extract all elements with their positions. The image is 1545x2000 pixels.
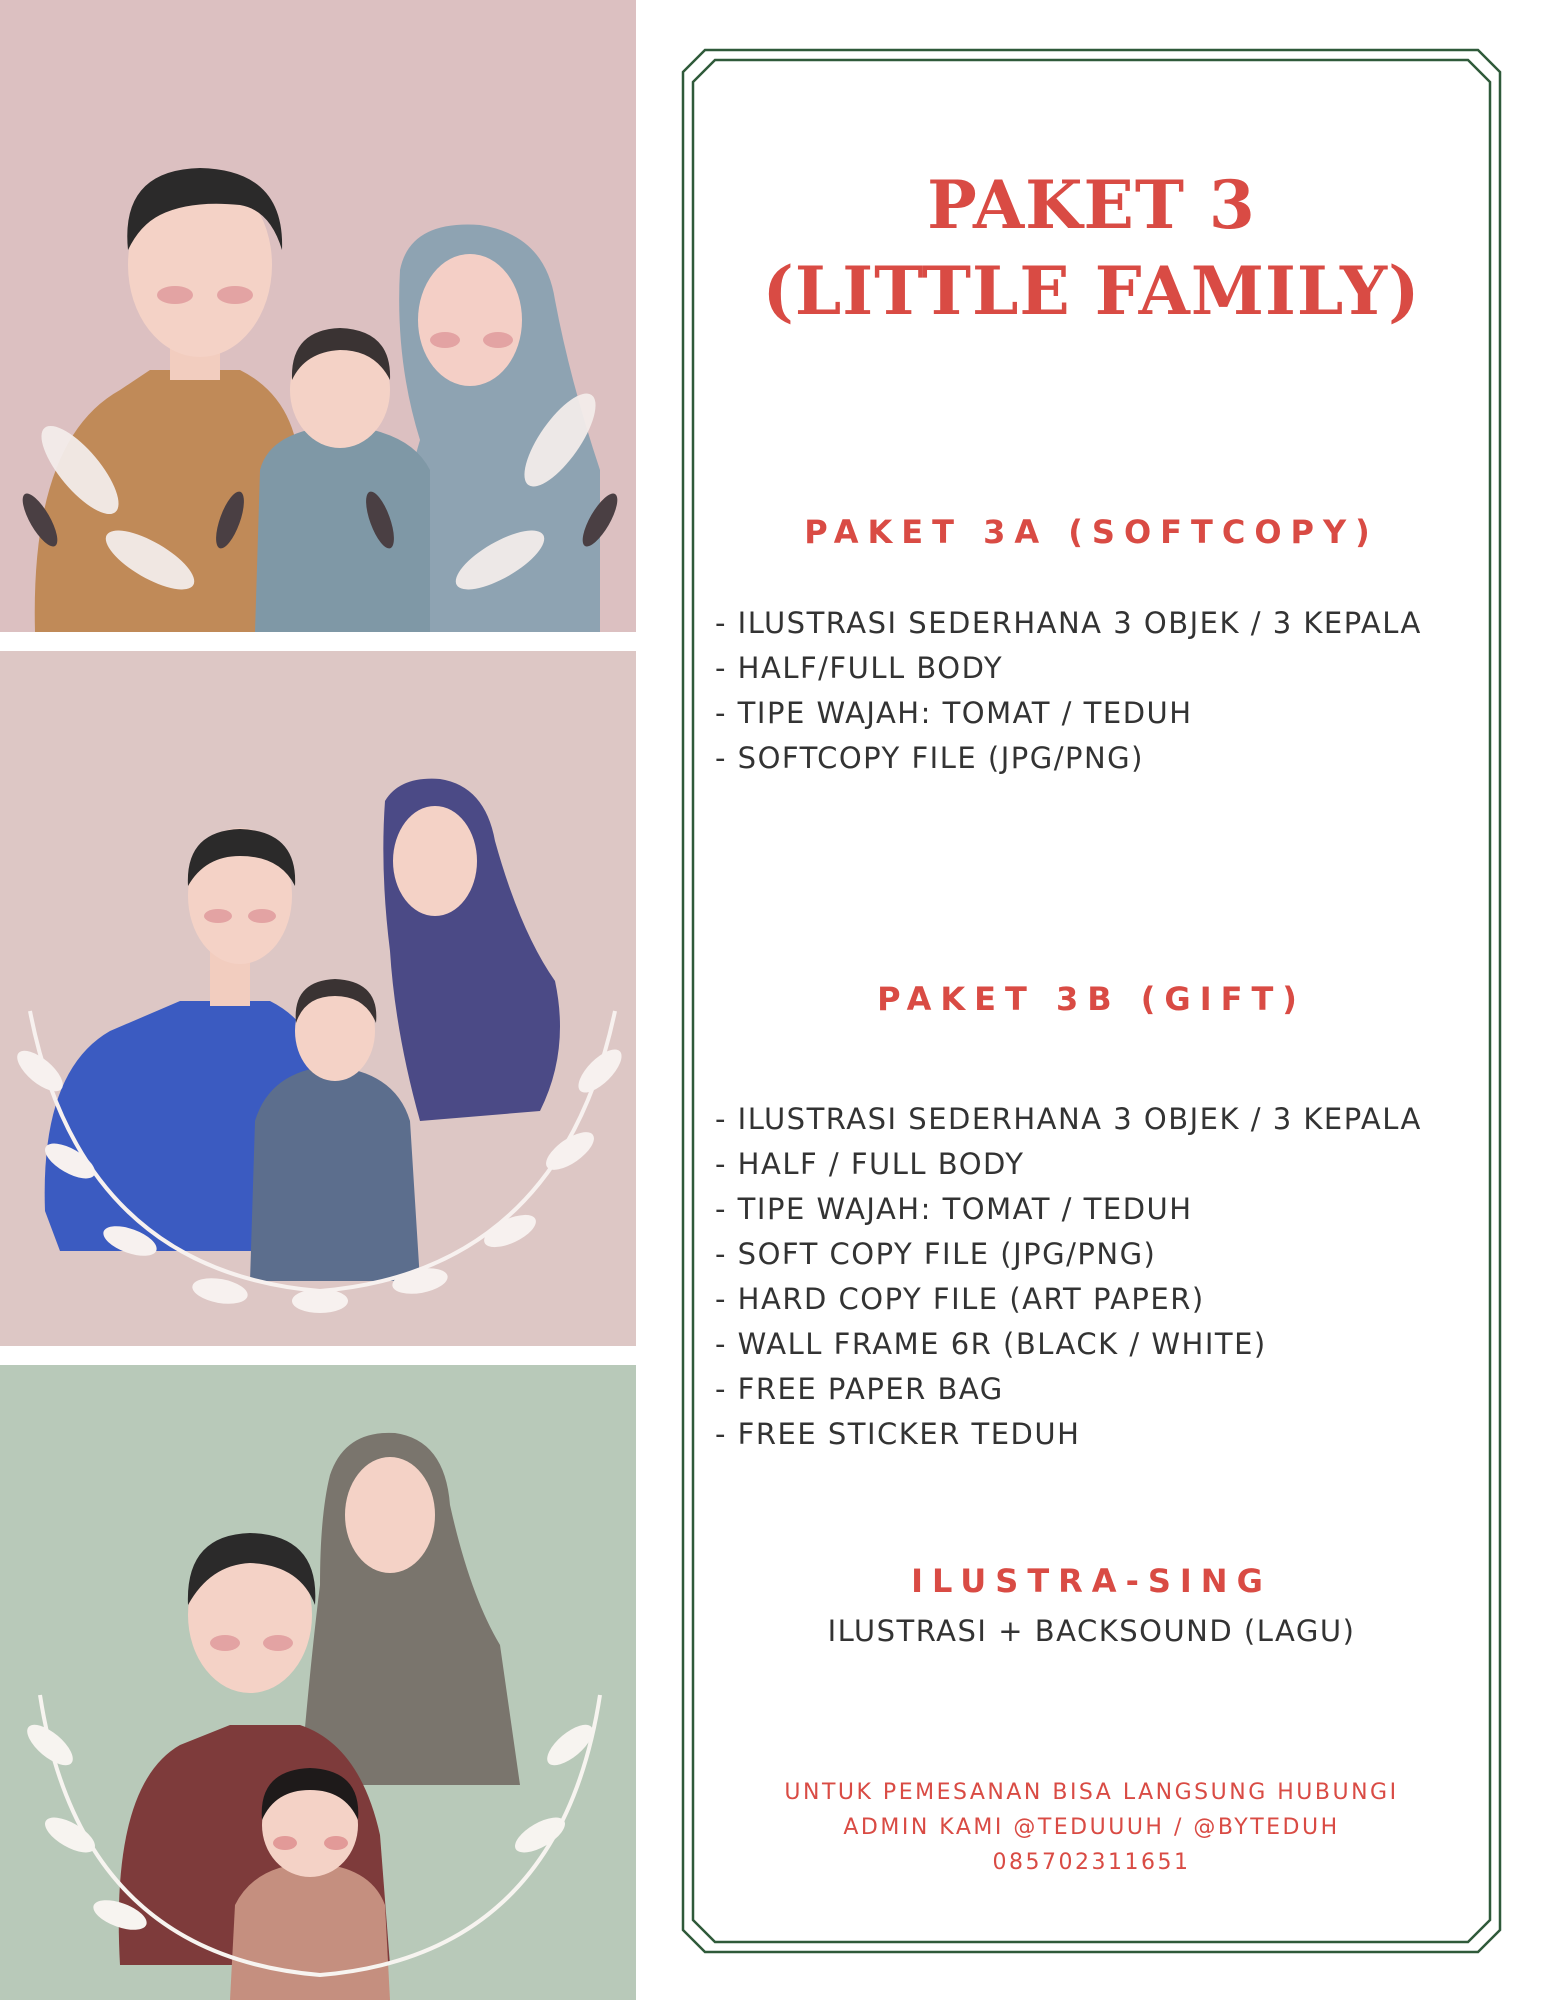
list-item: - WALL FRAME 6R (BLACK / WHITE) <box>715 1327 1267 1361</box>
list-item: - SOFT COPY FILE (JPG/PNG) <box>715 1237 1157 1271</box>
list-item: - ILUSTRASI SEDERHANA 3 OBJEK / 3 KEPALA <box>715 1102 1422 1136</box>
list-item: - SOFTCOPY FILE (JPG/PNG) <box>715 741 1144 775</box>
contact-phone: 085702311651 <box>992 1850 1191 1875</box>
title-line-2: (LITTLE FAMILY) <box>762 252 1421 330</box>
list-item: - HARD COPY FILE (ART PAPER) <box>715 1282 1205 1316</box>
list-item: - ILUSTRASI SEDERHANA 3 OBJEK / 3 KEPALA <box>715 606 1422 640</box>
family-illustration-3-art <box>0 1365 636 2000</box>
list-item: - TIPE WAJAH: TOMAT / TEDUH <box>715 1192 1193 1226</box>
title-line-1: PAKET 3 <box>927 166 1256 244</box>
paket-3a-heading: PAKET 3A (SOFTCOPY) <box>804 513 1379 551</box>
list-item: - HALF / FULL BODY <box>715 1147 1025 1181</box>
family-illustration-1 <box>0 0 636 632</box>
list-item: - FREE STICKER TEDUH <box>715 1417 1081 1451</box>
contact-info <box>681 1775 1502 1880</box>
paket-3b-heading: PAKET 3B (GIFT) <box>877 980 1306 1018</box>
paket-3a-list <box>715 601 1422 781</box>
contact-line-1: UNTUK PEMESANAN BISA LANGSUNG HUBUNGI <box>784 1780 1399 1805</box>
page-title <box>681 162 1502 334</box>
list-item: - TIPE WAJAH: TOMAT / TEDUH <box>715 696 1193 730</box>
ilustra-sing-heading: ILUSTRA-SING <box>911 1562 1272 1600</box>
ilustra-sing-description: ILUSTRASI + BACKSOUND (LAGU) <box>827 1614 1356 1648</box>
family-illustration-2 <box>0 651 636 1346</box>
paket-3b-list <box>715 1097 1422 1457</box>
list-item: - HALF/FULL BODY <box>715 651 1004 685</box>
family-illustration-2-art <box>0 651 636 1346</box>
contact-line-2: ADMIN KAMI @TEDUUUH / @BYTEDUH <box>843 1815 1340 1840</box>
family-illustration-3 <box>0 1365 636 2000</box>
list-item: - FREE PAPER BAG <box>715 1372 1004 1406</box>
family-illustration-1-art <box>0 0 636 632</box>
